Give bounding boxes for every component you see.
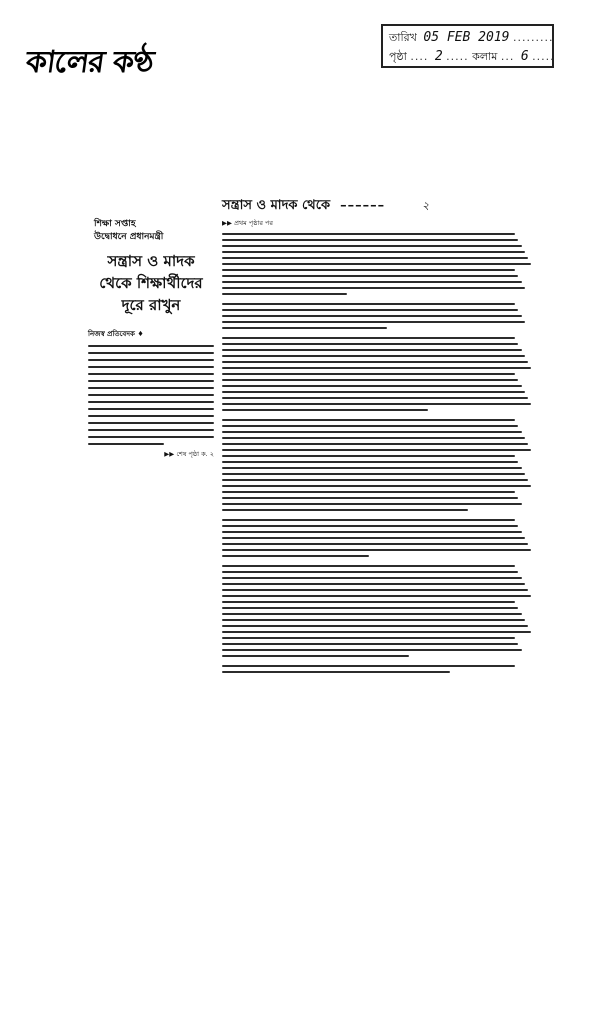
article-continued-label: ▶▶ প্রথম পৃষ্ঠার পর: [222, 219, 273, 227]
text-line: [222, 583, 525, 585]
text-line: [222, 619, 525, 621]
text-line: [222, 269, 515, 271]
front-page-teaser: [88, 218, 214, 460]
teaser-body: [88, 345, 214, 445]
text-line: [222, 437, 525, 439]
text-line: [222, 281, 522, 283]
text-line: [222, 263, 531, 265]
clipping-stamp: [381, 24, 554, 68]
text-line: [222, 293, 347, 295]
headline-line: থেকে শিক্ষার্থীদের: [99, 274, 203, 292]
text-line: [222, 601, 515, 603]
text-line: [222, 403, 531, 405]
text-line: [222, 503, 522, 505]
stamp-dots: .....: [532, 50, 555, 63]
text-line: [222, 655, 409, 657]
stamp-column-value: 6: [520, 49, 529, 64]
text-line: [222, 409, 428, 411]
text-line: [222, 613, 522, 615]
text-line: [222, 479, 528, 481]
text-line: [222, 473, 525, 475]
text-line: [222, 379, 518, 381]
text-line: [222, 671, 450, 673]
text-line: [222, 431, 522, 433]
stamp-dots: .....: [446, 50, 469, 63]
article-page-mark: ২: [422, 199, 430, 212]
text-line: [222, 497, 518, 499]
article-body: [222, 233, 534, 673]
text-line: [222, 525, 518, 527]
text-line: [222, 321, 525, 323]
text-line: [222, 549, 531, 551]
text-line: [222, 245, 522, 247]
text-line: [222, 543, 528, 545]
text-line: [222, 233, 515, 235]
stamp-date-label: তারিখ: [389, 31, 417, 44]
text-line: [222, 565, 515, 567]
stamp-page-row: [389, 48, 555, 66]
text-line: [222, 287, 525, 289]
text-line: [222, 239, 518, 241]
text-line: [222, 485, 531, 487]
text-line: [222, 595, 531, 597]
text-line: [222, 419, 515, 421]
stamp-dots: .........: [512, 31, 554, 44]
headline-line: সন্ত্রাস ও মাদক: [107, 252, 195, 270]
stamp-dots: ....: [410, 50, 429, 63]
stamp-page-value: 2: [434, 49, 443, 64]
text-line: [222, 385, 522, 387]
stamp-dots: ...: [500, 50, 515, 63]
stamp-date-row: [389, 29, 554, 47]
text-line: [222, 571, 518, 573]
text-line: [222, 373, 515, 375]
text-line: [222, 443, 528, 445]
text-line: [222, 649, 522, 651]
text-line: [222, 637, 515, 639]
teaser-headline: [88, 250, 214, 316]
text-line: [222, 327, 387, 329]
kicker-line: শিক্ষা সপ্তাহ: [94, 219, 136, 229]
continued-article: [222, 196, 534, 681]
text-line: [222, 349, 522, 351]
text-line: [222, 555, 369, 557]
newspaper-masthead: কালের কণ্ঠ: [23, 45, 156, 80]
text-line: [222, 631, 531, 633]
stamp-column-label: কলাম: [472, 50, 498, 63]
text-line: [222, 491, 515, 493]
text-line: [222, 303, 515, 305]
text-line: [222, 665, 515, 667]
teaser-jump-line: ▶▶ শেষ পৃষ্ঠা ক. ২: [164, 450, 214, 458]
text-line: [222, 531, 522, 533]
text-line: [222, 367, 531, 369]
text-line: [222, 251, 525, 253]
text-line: [222, 361, 528, 363]
text-line: [222, 461, 518, 463]
text-line: [222, 509, 468, 511]
text-line: [222, 275, 518, 277]
headline-line: দূরে রাখুন: [121, 296, 181, 314]
text-line: [222, 337, 515, 339]
text-line: [222, 309, 518, 311]
text-line: [222, 577, 522, 579]
text-line: [222, 391, 525, 393]
teaser-kicker: [94, 218, 214, 244]
text-line: [222, 355, 525, 357]
article-title-text: সন্ত্রাস ও মাদক থেকে: [222, 198, 331, 213]
teaser-byline: নিজস্ব প্রতিবেদক ♦: [88, 330, 144, 338]
text-line: [222, 449, 531, 451]
text-line: [222, 625, 528, 627]
text-line: [222, 519, 515, 521]
text-line: [222, 315, 522, 317]
text-line: [222, 455, 515, 457]
text-line: [222, 467, 522, 469]
text-line: [222, 589, 528, 591]
article-title: সন্ত্রাস ও মাদক থেকে –––––– ২: [222, 196, 534, 216]
text-line: [222, 397, 528, 399]
text-line: [222, 257, 528, 259]
kicker-line: উদ্বোধনে প্রধানমন্ত্রী: [94, 232, 164, 242]
text-line: [222, 643, 518, 645]
stamp-page-label: পৃষ্ঠা: [389, 50, 407, 63]
text-line: [222, 425, 518, 427]
text-line: [222, 343, 518, 345]
text-line: [222, 607, 518, 609]
text-line: [222, 537, 525, 539]
stamp-date-value: 05 FEB 2019: [423, 30, 510, 45]
